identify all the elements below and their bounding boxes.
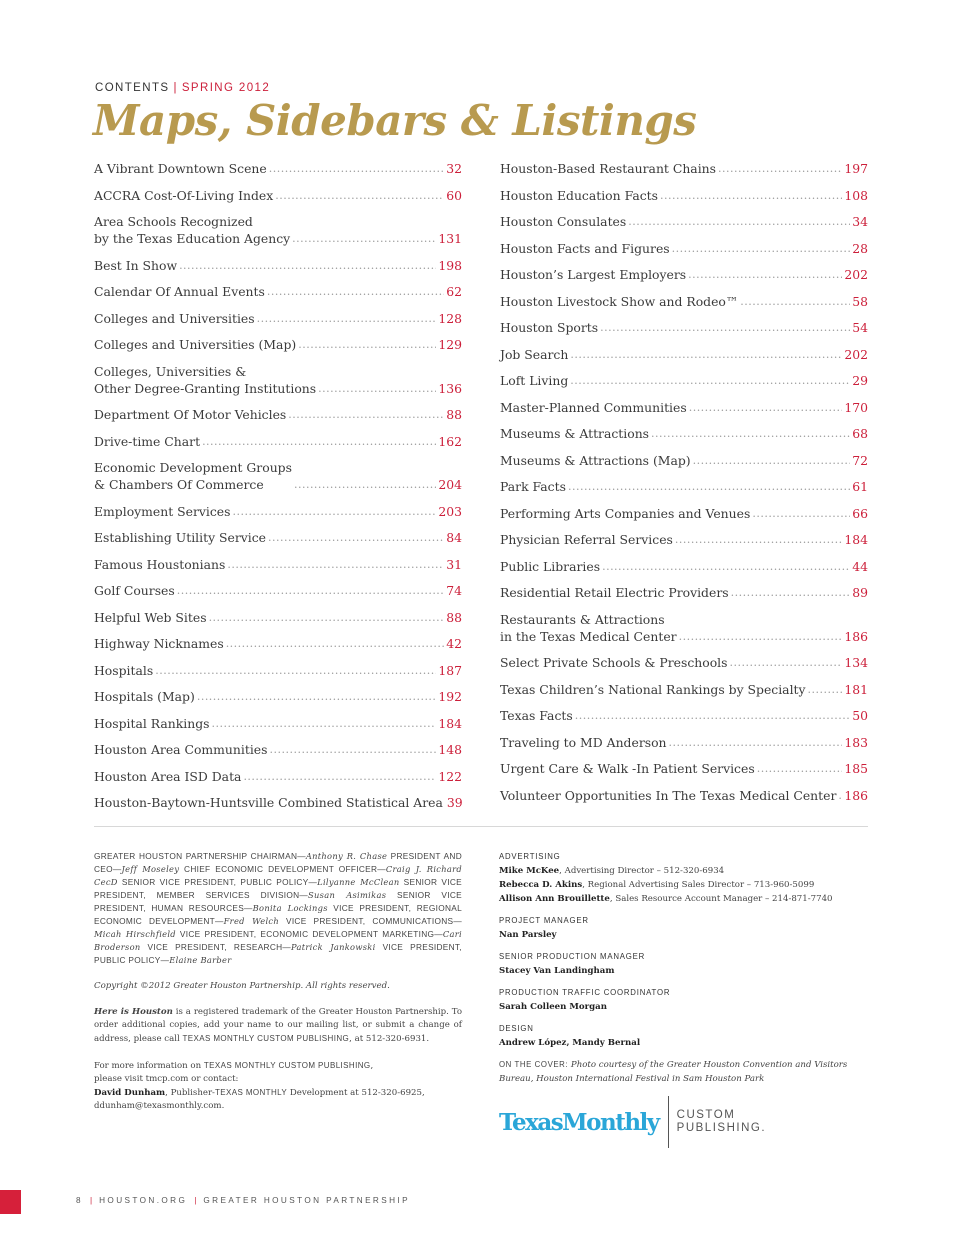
toc-entry[interactable]: [500, 399, 868, 416]
toc-entry-page: 202: [844, 267, 868, 282]
toc-entry[interactable]: [500, 452, 868, 469]
toc-leader-dots: [731, 584, 851, 601]
toc-entry-page: 88: [446, 609, 462, 625]
staff-name: Cari Broderson: [94, 929, 462, 952]
toc-entry[interactable]: [500, 346, 868, 363]
toc-entry-page: 204: [438, 477, 462, 492]
toc-entry[interactable]: [94, 794, 462, 811]
toc-entry-title: Calendar Of Annual Events: [94, 284, 265, 299]
toc-entry-page: 42: [446, 636, 462, 651]
toc-leader-dots: [651, 425, 850, 442]
toc-entry-page: 89: [852, 585, 868, 600]
toc-entry-title: Public Libraries: [500, 558, 601, 574]
toc-entry-title: Houston Facts and Figures: [500, 240, 670, 256]
toc-entry-page: 134: [844, 655, 868, 670]
toc-entry-title: Highway Nicknames: [94, 636, 224, 651]
toc-entry[interactable]: [500, 734, 868, 751]
staff-name: Lilyanne McClean: [317, 877, 400, 887]
toc-entry-page: 50: [852, 708, 868, 723]
toc-entry-page: 184: [438, 715, 462, 731]
advertising-contact-name: Rebecca D. Akins: [499, 880, 583, 890]
staff-name: Elaine Barber: [169, 955, 232, 965]
staff-name: Micah Hirschfield: [94, 929, 176, 939]
toc-entry[interactable]: [94, 187, 462, 204]
toc-leader-dots: [212, 715, 437, 732]
staff-role: SENIOR VICE PRESIDENT, PUBLIC POLICY—: [117, 877, 318, 887]
toc-leader-dots: [757, 760, 843, 777]
toc-leader-dots: [693, 452, 851, 469]
toc-entry-title: Job Search: [500, 346, 569, 362]
toc-entry-page: 68: [852, 426, 868, 441]
toc-entry[interactable]: [500, 558, 868, 575]
toc-entry-page: 32: [446, 161, 462, 176]
toc-entry-title: Volunteer Opportunities In The Texas Medical Center: [500, 787, 837, 803]
toc-entry[interactable]: [94, 556, 462, 573]
toc-entry[interactable]: [94, 529, 462, 546]
toc-entry-title: Museums & Attractions (Map): [500, 452, 691, 468]
staff-role: PRESIDENT AND CEO—: [94, 851, 462, 874]
contact-info: For more information on TEXAS MONTHLY CUSTOM PUBLISHING, please visit tmcp.com or contact: David Dunham, Publisher-TEXAS MONTHLY Development at 512-320-6925, ddunham@texasmonthly.com.: [94, 1061, 425, 1111]
toc-leader-dots: [669, 734, 843, 751]
toc-entry-page: 54: [852, 320, 868, 335]
toc-leader-dots: [740, 293, 850, 310]
advertising-contact-detail: , Sales Resource Account Manager – 214-871-7740: [609, 894, 833, 904]
toc-entry-page: 72: [852, 452, 868, 468]
toc-entry-title: Drive-time Chart: [94, 433, 201, 449]
toc-entry-title: Houston Sports: [500, 320, 599, 335]
cover-credit: ON THE COVER: Photo courtesy of the Greater Houston Convention and Visitors Bureau, Houston International Festival in Sam Houston Park: [499, 1060, 848, 1084]
staff-name: Patrick Jankowski: [291, 942, 376, 952]
toc-entry-title: Traveling to MD Anderson: [500, 734, 667, 750]
toc-leader-dots: [267, 283, 444, 300]
toc-entry-title: Performing Arts Companies and Venues: [500, 505, 751, 521]
toc-leader-dots: [575, 707, 850, 724]
toc-entry-title: Houston Area ISD Data: [94, 768, 242, 784]
contents-kicker: [95, 82, 270, 94]
toc-leader-dots: [602, 558, 850, 575]
advertising-contact-name: Allison Ann Brouillette: [499, 894, 610, 904]
page-tab-marker: [0, 1190, 21, 1214]
toc-entry-page: 192: [438, 689, 462, 704]
kicker-season: SPRING 2012: [181, 82, 271, 94]
toc-leader-dots: [197, 688, 437, 705]
toc-entry[interactable]: [500, 505, 868, 522]
toc-entry[interactable]: [94, 363, 462, 397]
design-label: DESIGN: [499, 1024, 534, 1033]
partnership-staff: [94, 850, 462, 967]
toc-entry[interactable]: [94, 310, 462, 327]
senior-production-manager-name: Stacey Van Landingham: [499, 966, 615, 976]
toc-leader-dots: [288, 406, 444, 423]
toc-entry[interactable]: [500, 425, 868, 442]
toc-leader-dots: [679, 628, 843, 645]
toc-leader-dots: [179, 257, 436, 274]
toc-leader-dots: [600, 319, 850, 336]
trademark-name: Here is Houston: [94, 1007, 173, 1017]
toc-left-column: [94, 160, 462, 821]
toc-entry-page: 136: [438, 380, 462, 396]
toc-entry-page: 131: [438, 231, 462, 246]
toc-entry-page: 84: [446, 530, 462, 545]
advertising-contact-name: Mike McKee: [499, 866, 560, 876]
toc-leader-dots: [268, 529, 444, 546]
page-title: Maps, Sidebars & Listings: [93, 96, 697, 145]
toc-entry-title: Texas Children’s National Rankings by Specialty: [500, 681, 806, 697]
toc-entry[interactable]: [94, 609, 462, 626]
kicker-label: CONTENTS: [95, 82, 170, 94]
toc-entry[interactable]: [500, 787, 868, 804]
staff-role: VICE PRESIDENT, REGIONAL ECONOMIC DEVELOPMENT—: [94, 903, 462, 926]
toc-entry-page: 129: [438, 337, 462, 352]
toc-leader-dots: [808, 681, 843, 698]
toc-entry-title: Houston Livestock Show and Rodeo™: [500, 293, 739, 309]
toc-entry-title: Urgent Care & Walk -In Patient Services: [500, 761, 755, 776]
toc-entry-page: 185: [844, 761, 868, 776]
toc-entry-page: 184: [844, 532, 868, 547]
toc-leader-dots: [689, 399, 843, 416]
staff-role: VICE PRESIDENT, ECONOMIC DEVELOPMENT MARKETING—: [175, 929, 443, 939]
toc-entry-page: 31: [446, 556, 462, 572]
toc-entry-page: 197: [844, 161, 868, 176]
toc-entry[interactable]: [500, 160, 868, 177]
toc-entry-title: Economic Development Groups & Chambers Of Commerce: [94, 460, 292, 492]
toc-entry-page: 58: [852, 293, 868, 309]
logo-custom-publishing: CUSTOM PUBLISHING.: [676, 1109, 767, 1134]
footer-org: GREATER HOUSTON PARTNERSHIP: [203, 1196, 410, 1205]
toc-entry[interactable]: [500, 584, 868, 601]
texas-monthly-logo: [499, 1096, 766, 1148]
toc-entry-title: Houston Education Facts: [500, 187, 658, 203]
toc-entry[interactable]: [500, 293, 868, 310]
toc-entry-title: Colleges and Universities: [94, 310, 255, 326]
toc-leader-dots: [838, 787, 842, 804]
toc-entry-page: 108: [844, 187, 868, 203]
toc-leader-dots: [675, 531, 842, 548]
toc-entry[interactable]: [500, 760, 868, 777]
toc-entry[interactable]: [500, 372, 868, 389]
contact-email[interactable]: ddunham@texasmonthly.com.: [94, 1101, 225, 1111]
kicker-separator: |: [173, 82, 178, 94]
toc-entry-title: Hospitals (Map): [94, 689, 195, 704]
toc-leader-dots: [227, 556, 444, 573]
staff-role: VICE PRESIDENT, PUBLIC POLICY—: [94, 942, 462, 965]
toc-leader-dots: [688, 266, 842, 283]
toc-leader-dots: [672, 240, 851, 257]
toc-entry-page: 66: [852, 505, 868, 521]
staff-role: SENIOR VICE PRESIDENT, MEMBER SERVICES DIVISION—: [94, 877, 462, 900]
staff-name: Fred Welch: [223, 916, 279, 926]
toc-leader-dots: [628, 213, 850, 230]
toc-leader-dots: [718, 160, 842, 177]
toc-right-column: [500, 160, 868, 813]
staff-role: VICE PRESIDENT, RESEARCH—: [140, 942, 292, 952]
toc-leader-dots: [275, 187, 444, 204]
advertising-contact: [499, 892, 871, 906]
toc-entry-title: Restaurants & Attractions in the Texas Medical Center: [500, 611, 677, 644]
toc-leader-dots: [292, 230, 436, 247]
toc-leader-dots: [570, 346, 842, 363]
toc-entry-page: 148: [438, 742, 462, 757]
toc-entry-title: Houston-Based Restaurant Chains: [500, 161, 716, 176]
toc-entry-page: 28: [852, 240, 868, 256]
toc-entry-page: 62: [446, 284, 462, 299]
design-names: Andrew López, Mandy Bernal: [499, 1038, 641, 1048]
toc-leader-dots: [568, 478, 850, 495]
toc-entry[interactable]: [500, 187, 868, 204]
toc-entry-page: 198: [438, 257, 462, 273]
advertising-contact: [499, 864, 871, 878]
advertising-contact-detail: , Advertising Director – 512-320-6934: [559, 866, 725, 876]
production-traffic-name: Sarah Colleen Morgan: [499, 1002, 607, 1012]
toc-entry[interactable]: [94, 688, 462, 705]
toc-entry-title: Museums & Attractions: [500, 426, 650, 441]
toc-entry[interactable]: [94, 503, 462, 520]
toc-leader-dots: [257, 310, 437, 327]
toc-entry-title: Houston-Baytown-Huntsville Combined Statistical Area: [94, 795, 443, 810]
toc-entry-page: 128: [438, 310, 462, 326]
staff-name: Susan Asimikas: [308, 890, 387, 900]
toc-entry[interactable]: [94, 741, 462, 758]
toc-leader-dots: [270, 741, 437, 758]
toc-entry-title: Best In Show: [94, 257, 178, 273]
toc-entry-title: Master-Planned Communities: [500, 399, 687, 415]
toc-entry[interactable]: [500, 681, 868, 698]
toc-entry[interactable]: [500, 213, 868, 230]
toc-entry[interactable]: [94, 283, 462, 300]
toc-entry[interactable]: [94, 257, 462, 274]
toc-entry-page: 88: [446, 407, 462, 422]
toc-leader-dots: [226, 635, 445, 652]
toc-entry[interactable]: [94, 160, 462, 177]
project-manager-label: PROJECT MANAGER: [499, 916, 589, 925]
toc-leader-dots: [294, 476, 436, 493]
toc-leader-dots: [318, 380, 436, 397]
toc-entry[interactable]: [94, 459, 462, 493]
toc-leader-dots: [730, 654, 843, 671]
staff-name: Craig J. Richard CecD: [94, 864, 462, 887]
toc-entry-page: 61: [852, 479, 868, 494]
contact-name: David Dunham: [94, 1088, 166, 1098]
toc-entry[interactable]: [94, 406, 462, 423]
toc-entry[interactable]: [500, 707, 868, 724]
toc-entry-title: Golf Courses: [94, 583, 175, 598]
logo-divider: [668, 1096, 669, 1148]
page-footer: 8 | HOUSTON.ORG | GREATER HOUSTON PARTNERSHIP: [76, 1196, 410, 1205]
page-number: 8: [76, 1196, 83, 1205]
toc-leader-dots: [660, 187, 842, 204]
toc-entry-title: Colleges and Universities (Map): [94, 337, 297, 352]
toc-entry[interactable]: [94, 582, 462, 599]
toc-entry-title: Department Of Motor Vehicles: [94, 407, 287, 422]
toc-entry[interactable]: [500, 266, 868, 283]
toc-leader-dots: [177, 582, 444, 599]
production-traffic-label: PRODUCTION TRAFFIC COORDINATOR: [499, 988, 671, 997]
toc-entry-title: Houston Area Communities: [94, 742, 268, 757]
toc-entry-title: Residential Retail Electric Providers: [500, 585, 729, 600]
advertising-contact: [499, 878, 871, 892]
advertising-contact-detail: , Regional Advertising Sales Director – 713-960-5099: [582, 880, 815, 890]
footer-site: HOUSTON.ORG: [99, 1196, 188, 1205]
toc-entry-title: Physician Referral Services: [500, 532, 673, 547]
toc-entry[interactable]: [94, 213, 462, 247]
toc-leader-dots: [243, 768, 436, 785]
toc-entry-page: 186: [844, 787, 868, 803]
staff-name: Anthony R. Chase: [305, 851, 388, 861]
toc-entry-title: Houston Consulates: [500, 214, 627, 229]
senior-production-manager-label: SENIOR PRODUCTION MANAGER: [499, 952, 646, 961]
toc-entry-page: 122: [438, 768, 462, 784]
toc-entry-title: Famous Houstonians: [94, 556, 226, 572]
toc-entry[interactable]: [94, 768, 462, 785]
staff-name: Bonita Lockings: [252, 903, 328, 913]
toc-entry-page: 34: [852, 214, 868, 229]
toc-entry-title: Employment Services: [94, 503, 231, 519]
advertising-label: ADVERTISING: [499, 852, 561, 861]
toc-entry-title: Park Facts: [500, 479, 566, 494]
toc-entry-title: Select Private Schools & Preschools: [500, 655, 728, 670]
staff-role: CHIEF ECONOMIC DEVELOPMENT OFFICER—: [179, 864, 386, 874]
toc-entry-page: 60: [446, 187, 462, 203]
toc-leader-dots: [232, 503, 436, 520]
toc-entry-page: 181: [844, 681, 868, 697]
toc-entry-title: Area Schools Recognized by the Texas Education Agency: [94, 214, 291, 246]
toc-entry[interactable]: [500, 654, 868, 671]
toc-entry-title: Texas Facts: [500, 708, 573, 723]
logo-brand: TexasMonthly: [499, 1108, 659, 1136]
trademark-notice: Here is Houston is a registered trademark of the Greater Houston Partnership. To order additional copies, add your name to our mailing list, or submit a change of address, please call TEXAS MONTHLY CUSTOM PUBLISHING, at 512-320-6931.: [94, 1007, 462, 1044]
toc-entry-page: 29: [852, 373, 868, 388]
toc-entry[interactable]: [94, 662, 462, 679]
toc-entry[interactable]: [500, 240, 868, 257]
toc-entry-page: 186: [844, 628, 868, 644]
staff-role: SENIOR VICE PRESIDENT, HUMAN RESOURCES—: [94, 890, 462, 913]
toc-entry-title: Hospital Rankings: [94, 715, 210, 731]
toc-entry-page: 183: [844, 734, 868, 750]
toc-entry-page: 170: [844, 399, 868, 415]
advertising-list: [499, 864, 871, 906]
section-divider: [94, 826, 868, 827]
toc-leader-dots: [752, 505, 850, 522]
toc-entry[interactable]: [94, 336, 462, 353]
toc-entry-title: Establishing Utility Service: [94, 530, 266, 545]
toc-entry-page: 44: [852, 558, 868, 574]
toc-entry[interactable]: [94, 715, 462, 732]
toc-entry-title: Hospitals: [94, 662, 154, 678]
toc-entry[interactable]: [500, 478, 868, 495]
toc-leader-dots: [155, 662, 436, 679]
toc-entry-page: 187: [438, 662, 462, 678]
toc-entry-title: Helpful Web Sites: [94, 609, 207, 625]
toc-entry-page: 203: [438, 503, 462, 519]
staff-role: GREATER HOUSTON PARTNERSHIP CHAIRMAN—: [94, 851, 306, 861]
toc-leader-dots: [209, 609, 445, 626]
project-manager-name: Nan Parsley: [499, 930, 557, 940]
staff-role: VICE PRESIDENT, COMMUNICATIONS—: [279, 916, 462, 926]
toc-entry-title: Colleges, Universities & Other Degree-Granting Institutions: [94, 363, 317, 396]
toc-entry-page: 39: [446, 795, 463, 810]
credits-right: [499, 850, 871, 1086]
toc-leader-dots: [298, 336, 436, 353]
toc-entry-page: 162: [438, 433, 462, 449]
toc-entry[interactable]: [94, 635, 462, 652]
toc-entry[interactable]: [500, 319, 868, 336]
toc-entry-page: 74: [446, 583, 462, 598]
toc-entry[interactable]: [500, 531, 868, 548]
copyright-notice: Copyright ©2012 Greater Houston Partnership. All rights reserved.: [94, 981, 390, 991]
toc-entry[interactable]: [500, 611, 868, 645]
toc-entry-title: ACCRA Cost-Of-Living Index: [94, 187, 274, 203]
credits-left: [94, 850, 462, 1126]
toc-entry-title: A Vibrant Downtown Scene: [94, 161, 267, 176]
toc-entry-title: Houston’s Largest Employers: [500, 267, 687, 282]
staff-name: Jeff Moseley: [121, 864, 180, 874]
toc-leader-dots: [202, 433, 436, 450]
toc-entry-page: 202: [844, 346, 868, 362]
toc-leader-dots: [269, 160, 444, 177]
toc-leader-dots: [570, 372, 850, 389]
toc-entry-title: Loft Living: [500, 373, 569, 388]
toc-entry[interactable]: [94, 433, 462, 450]
